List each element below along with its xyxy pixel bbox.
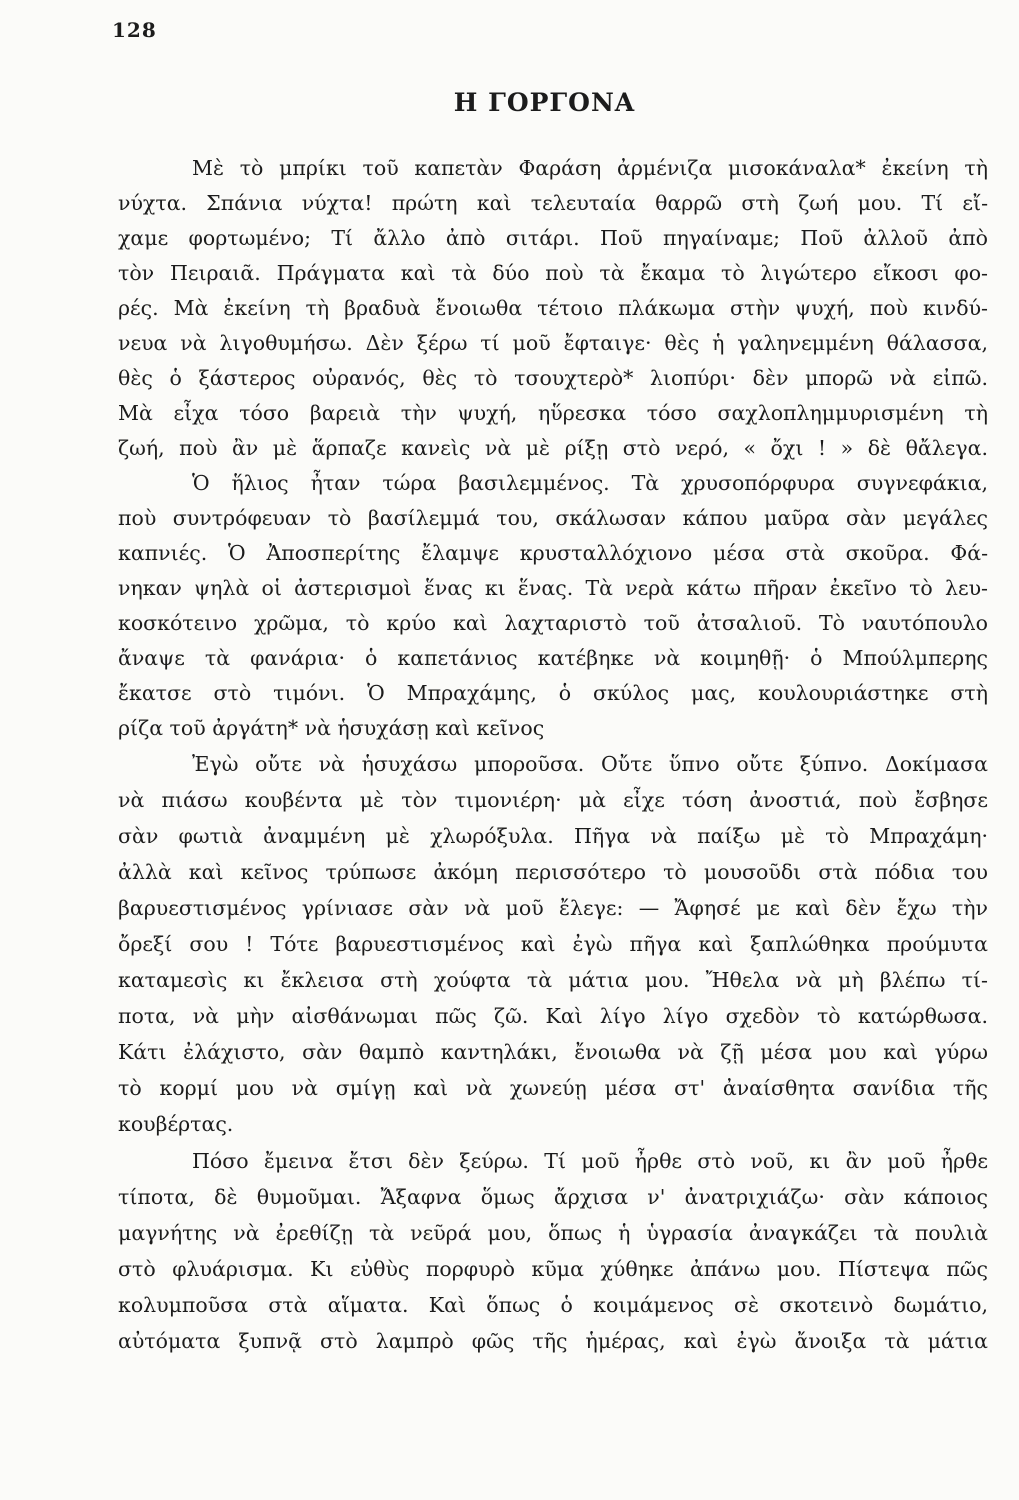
text-line: καπνιές. Ὁ Ἀποσπερίτης ἔλαμψε κρυσταλλόχιονο μέσα στὰ σκοῦρα. Φά- <box>118 541 988 565</box>
text-line: νύχτα. Σπάνια νύχτα! πρώτη καὶ τελευταία θαρρῶ στὴ ζωή μου. Τί εἴ- <box>118 191 988 215</box>
text-line: νηκαν ψηλὰ οἱ ἀστερισμοὶ ἕνας κι ἕνας. Τὰ νερὰ κάτω πῆραν ἐκεῖνο τὸ λευ- <box>118 576 988 600</box>
text-line: Κάτι ἐλάχιστο, σὰν θαμπὸ καντηλάκι, ἔνοιωθα νὰ ζῇ μέσα μου καὶ γύρω <box>118 1040 988 1064</box>
text-line: Ὁ ἥλιος ἦταν τώρα βασιλεμμένος. Τὰ χρυσοπόρφυρα συγνεφάκια, <box>192 471 988 495</box>
text-line: ποὺ συντρόφευαν τὸ βασίλεμμά του, σκάλωσαν κάπου μαῦρα σὰν μεγάλες <box>118 506 988 530</box>
text-line: νὰ πιάσω κουβέντα μὲ τὸν τιμονιέρη· μὰ εἶχε τόση ἀνοστιά, ποὺ ἔσβησε <box>118 788 988 812</box>
text-line: ρές. Μὰ ἐκείνη τὴ βραδυὰ ἔνοιωθα τέτοιο πλάκωμα στὴν ψυχή, ποὺ κινδύ- <box>118 296 988 320</box>
text-line: Μὲ τὸ μπρίκι τοῦ καπετὰν Φαράση ἀρμένιζα μισοκάναλα* ἐκείνη τὴ <box>192 156 988 180</box>
text-line: ρίζα τοῦ ἀργάτη* νὰ ἡσυχάσῃ καὶ κεῖνος <box>118 716 545 740</box>
text-line: χαμε φορτωμένο; Τί ἄλλο ἀπὸ σιτάρι. Ποῦ πηγαίναμε; Ποῦ ἀλλοῦ ἀπὸ <box>118 226 988 250</box>
text-line: μαγνήτης νὰ ἐρεθίζῃ τὰ νεῦρά μου, ὅπως ἡ ὑγρασία ἀναγκάζει τὰ πουλιὰ <box>118 1221 988 1245</box>
text-line: ἄναψε τὰ φανάρια· ὁ καπετάνιος κατέβηκε νὰ κοιμηθῇ· ὁ Μπούλμπερης <box>118 646 988 670</box>
text-line: αὐτόματα ξυπνᾷ στὸ λαμπρὸ φῶς τῆς ἡμέρας, καὶ ἐγὼ ἄνοιξα τὰ μάτια <box>118 1329 988 1353</box>
text-line: ἀλλὰ καὶ κεῖνος τρύπωσε ἀκόμη περισσότερο τὸ μουσοῦδι στὰ πόδια του <box>118 860 988 884</box>
text-line: τὸν Πειραιᾶ. Πράγματα καὶ τὰ δύο ποὺ τὰ ἔκαμα τὸ λιγώτερο εἴκοσι φο- <box>118 261 988 285</box>
text-line: θὲς ὁ ξάστερος οὐρανός, θὲς τὸ τσουχτερὸ* λιοπύρι· δὲν μπορῶ νὰ εἰπῶ. <box>118 366 988 390</box>
text-line: ἔκατσε στὸ τιμόνι. Ὁ Μπραχάμης, ὁ σκύλος μας, κουλουριάστηκε στὴ <box>118 681 988 705</box>
text-line: ποτα, νὰ μὴν αἰσθάνωμαι πῶς ζῶ. Καὶ λίγο λίγο σχεδὸν τὸ κατώρθωσα. <box>118 1004 988 1028</box>
text-line: νευα νὰ λιγοθυμήσω. Δὲν ξέρω τί μοῦ ἔφταιγε· θὲς ἡ γαληνεμμένη θάλασσα, <box>118 331 988 355</box>
text-line: κολυμποῦσα στὰ αἵματα. Καὶ ὅπως ὁ κοιμάμενος σὲ σκοτεινὸ δωμάτιο, <box>118 1293 988 1317</box>
text-line: καταμεσὶς κι ἔκλεισα στὴ χούφτα τὰ μάτια μου. Ἤθελα νὰ μὴ βλέπω τί- <box>118 968 988 992</box>
text-line: τίποτα, δὲ θυμοῦμαι. Ἄξαφνα ὅμως ἄρχισα ν' ἀνατριχιάζω· σὰν κάποιος <box>118 1185 988 1209</box>
page-number: 128 <box>112 18 157 42</box>
text-line: κουβέρτας. <box>118 1112 234 1136</box>
chapter-title: Η ΓΟΡΓΟΝΑ <box>453 88 636 117</box>
text-line: στὸ φλυάρισμα. Κι εὐθὺς πορφυρὸ κῦμα χύθηκε ἀπάνω μου. Πίστεψα πῶς <box>118 1257 988 1281</box>
text-line: Ἐγὼ οὔτε νὰ ἡσυχάσω μποροῦσα. Οὔτε ὕπνο οὔτε ξύπνο. Δοκίμασα <box>192 752 988 776</box>
text-line: σὰν φωτιὰ ἀναμμένη μὲ χλωρόξυλα. Πῆγα νὰ παίξω μὲ τὸ Μπραχάμη· <box>118 824 988 848</box>
text-line: Μὰ εἶχα τόσο βαρειὰ τὴν ψυχή, ηὕρεσκα τόσο σαχλοπλημμυρισμένη τὴ <box>118 401 988 425</box>
text-line: τὸ κορμί μου νὰ σμίγῃ καὶ νὰ χωνεύῃ μέσα στ' ἀναίσθητα σανίδια τῆς <box>118 1076 988 1100</box>
text-line: ὄρεξί σου ! Τότε βαρυεστισμένος καὶ ἐγὼ πῆγα καὶ ξαπλώθηκα προύμυτα <box>118 932 988 956</box>
text-line: ζωή, ποὺ ἂν μὲ ἅρπαζε κανεὶς νὰ μὲ ρίξῃ στὸ νερό, « ὄχι ! » δὲ θἄλεγα. <box>118 436 988 460</box>
text-line: Πόσο ἔμεινα ἔτσι δὲν ξεύρω. Τί μοῦ ἦρθε στὸ νοῦ, κι ἂν μοῦ ἦρθε <box>192 1149 988 1173</box>
text-line: κοσκότεινο χρῶμα, τὸ κρύο καὶ λαχταριστὸ τοῦ ἀτσαλιοῦ. Τὸ ναυτόπουλο <box>118 611 988 635</box>
text-line: βαρυεστισμένος γρίνιασε σὰν νὰ μοῦ ἔλεγε: — Ἄφησέ με καὶ δὲν ἔχω τὴν <box>118 896 988 920</box>
